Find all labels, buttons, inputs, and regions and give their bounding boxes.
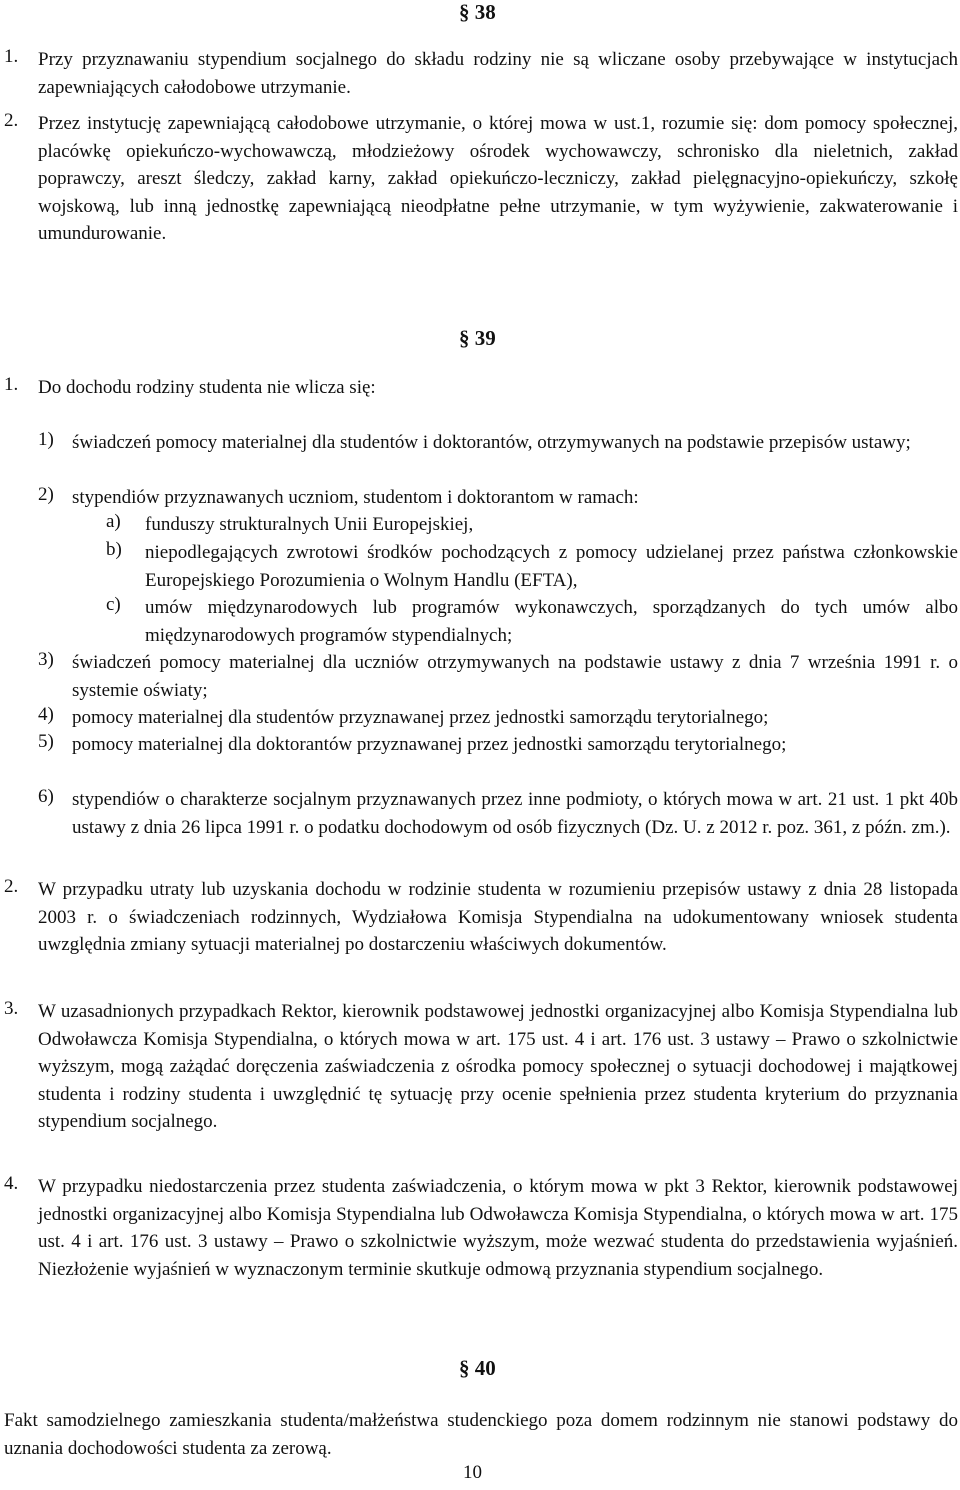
s39-sub-4-text: pomocy materialnej dla studentów przyznawanej przez jednostki samorządu terytorialnego; (72, 707, 769, 728)
s39-sub-1-text: świadczeń pomocy materialnej dla studentów i doktorantów, otrzymywanych na podstawie przepisów ustawy; (72, 432, 911, 453)
section-40-heading: § 40 (459, 1356, 496, 1380)
s39-item-3-number: 3. (4, 998, 19, 1019)
s39-item-4-text: W przypadku niedostarczenia przez studenta zaświadczenia, o którym mowa w pkt 3 Rektor, kierownik podstawowej jednostki organizacyjnej albo Komisja Stypendialna lub Odwoławcza Komisja Stypendialna, o których mowa w art. 175 ust. 4 i art. 176 ust. 3 ustawy – Prawo o szkolnictwie wyższym, może wezwać studenta do przedstawienia wyjaśnień. Niezłożenie wyjaśnień w wyznaczonym terminie skutkuje odmową przyznania stypendium socjalnego. (38, 1176, 958, 1280)
s39-item-2-text: W przypadku utraty lub uzyskania dochodu w rodzinie studenta w rozumieniu przepisów ustawy z dnia 28 listopada 2003 r. o świadczeniach rodzinnych, Wydziałowa Komisja Stypendialna na udokumentowany wniosek studenta uwzględnia zmiany sytuacji materialnej po dostarczeniu właściwych dokumentów. (38, 879, 958, 955)
s38-item-1-text: Przy przyznawaniu stypendium socjalnego do składu rodziny nie są wliczane osoby przebywające w instytucjach zapewniających całodobowe utrzymanie. (38, 49, 958, 98)
s38-item-2-number: 2. (4, 110, 19, 131)
s39-item-2-number: 2. (4, 876, 19, 897)
s38-item-2-text: Przez instytucję zapewniającą całodobowe utrzymanie, o której mowa w ust.1, rozumie się: dom pomocy społecznej, placówkę opiekuńczo-wychowawczą, młodzieżowy ośrodek wychowawczy, schronisko dla nieletnich, zakład poprawczy, areszt śledczy, zakład karny, zakład opiekuńczo-leczniczy, zakład pielęgnacyjno-opiekuńczy, szkołę wojskową, lub inną jednostkę zapewniającą nieodpłatne pełne utrzymanie, w tym wyżywienie, zakwaterowanie i umundurowanie. (38, 113, 958, 244)
s39-sub-6-text: stypendiów o charakterze socjalnym przyznawanych przez inne podmioty, o których mowa w art. 21 ust. 1 pkt 40b ustawy z dnia 26 lipca 1991 r. o podatku dochodowym od osób fizycznych (Dz. U. z 2012 r. poz. 361, z późn. zm.). (72, 789, 958, 838)
s39-sub-2-text: stypendiów przyznawanych uczniom, studentom i doktorantom w ramach: (72, 487, 639, 508)
s39-sub-3-number: 3) (38, 649, 54, 670)
section-38-heading: § 38 (459, 0, 496, 24)
s40-text: Fakt samodzielnego zamieszkania studenta/małżeństwa studenckiego poza domem rodzinnym nie stanowi podstawy do uznania dochodowości studenta za zerową. (4, 1410, 958, 1459)
s39-item-4-number: 4. (4, 1173, 19, 1194)
s39-sub-3-text: świadczeń pomocy materialnej dla uczniów otrzymywanych na podstawie ustawy z dnia 7 września 1991 r. o systemie oświaty; (72, 652, 958, 701)
s39-sub-2a-number: a) (106, 511, 121, 532)
s39-sub-5-text: pomocy materialnej dla doktorantów przyznawanej przez jednostki samorządu terytorialnego; (72, 734, 787, 755)
page-number: 10 (463, 1462, 482, 1483)
s39-sub-2-number: 2) (38, 484, 54, 505)
s39-sub-1-number: 1) (38, 429, 54, 450)
s39-sub-2b-number: b) (106, 539, 122, 560)
s39-sub-5-number: 5) (38, 731, 54, 752)
s39-sub-2c-number: c) (106, 594, 121, 615)
s39-item-3-text: W uzasadnionych przypadkach Rektor, kierownik podstawowej jednostki organizacyjnej albo Komisja Stypendialna lub Odwoławcza Komisja Stypendialna, o których mowa w art. 175 ust. 4 i art. 176 ust. 3 ustawy – Prawo o szkolnictwie wyższym, mogą zażądać doręczenia zaświadczenia z ośrodka pomocy społecznej o sytuacji dochodowej i majątkowej studenta i rodziny studenta i uwzględnić tę sytuację przy ocenie spełnienia przez studenta kryterium do przyznania stypendium socjalnego. (38, 1001, 958, 1132)
section-39-heading: § 39 (459, 326, 496, 350)
s39-sub-2b-text: niepodlegających zwrotowi środków pochodzących z pomocy udzielanej przez państwa członkowskie Europejskiego Porozumienia o Wolnym Handlu (EFTA), (145, 542, 958, 591)
s38-item-1-number: 1. (4, 46, 19, 67)
s39-sub-4-number: 4) (38, 704, 54, 725)
s39-sub-2c-text: umów międzynarodowych lub programów wykonawczych, sporządzanych do tych umów albo międzynarodowych programów stypendialnych; (145, 597, 958, 646)
s39-sub-2a-text: funduszy strukturalnych Unii Europejskiej, (145, 514, 474, 535)
s39-item-1-text: Do dochodu rodziny studenta nie wlicza się: (38, 377, 376, 398)
s39-sub-6-number: 6) (38, 786, 54, 807)
s39-item-1-number: 1. (4, 374, 19, 395)
